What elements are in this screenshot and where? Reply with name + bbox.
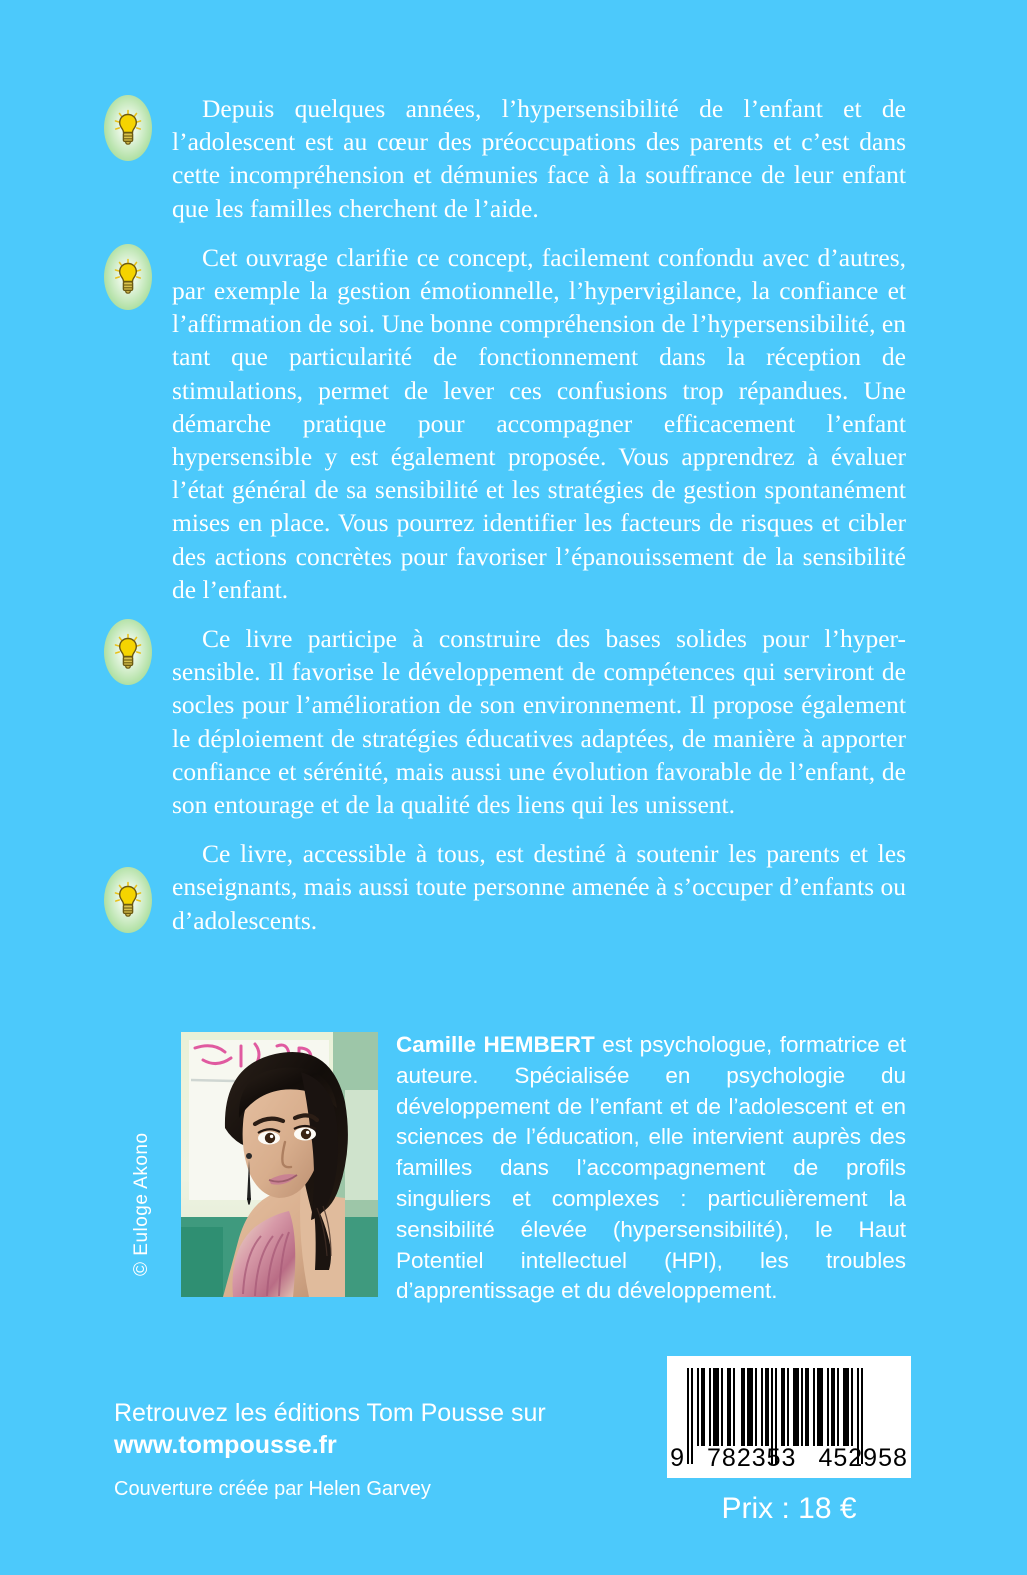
blurb-paragraph-2: Cet ouvrage clarifie ce concept, facilement confondu avec d’autres, par exemple la gestion émotionnelle, l’hypervigilance, la confiance et l’affirmation de soi. Une bonne compréhension de l’hypersensibilité, en tant que particularité de fonctionnement dans la réception de stimulations, permet de lever ces confusions trop répandues. Une démarche pratique pour accompagner efficacement l’enfant hypersensible y est également proposée. Vous apprendrez à évaluer l’état général de sa sensibilité et les stratégies de gestion spontanément mises en place. Vous pourrez identifier les facteurs de risques et cibler des actions concrètes pour favoriser l’épanouissement de la sensibilité de l’enfant.	[172, 242, 906, 604]
blurb-paragraph-4: Ce livre, accessible à tous, est destiné à soutenir les parents et les enseignants, mais aussi toute personne amenée à s’occuper d’enfants ou d’adolescents.	[172, 839, 906, 935]
cover-credit: Couverture créée par Helen Garvey	[114, 1478, 431, 1500]
price-label: Prix : 18 €	[721, 1492, 857, 1525]
photo-credit	[131, 890, 153, 1276]
lightbulb-icon	[104, 95, 152, 161]
lightbulb-icon	[104, 244, 152, 310]
barcode-bars	[687, 1368, 892, 1446]
photo-credit-text: © Euloge Akono	[131, 1132, 152, 1276]
barcode-digit-group-1: 9	[670, 1444, 686, 1472]
blurb-paragraph-3: Ce livre participe à construire des bases solides pour l’hyper-sensible. Il favorise le développement de compétences qui serviront de socles pour l’amélioration de son environnement. Il propose également le déploiement de stratégies éducatives adaptées, de manière à apporter confiance et sérénité, mais aussi une évolution favorable de l’enfant, de son entourage et de la qualité des liens qui les unissent.	[172, 624, 906, 820]
barcode-digit-group-2: 782353	[707, 1444, 797, 1472]
barcode-digits	[667, 1444, 911, 1473]
barcode-digit-group-3: 452958	[818, 1444, 908, 1472]
blurb-paragraph-1: Depuis quelques années, l’hypersensibilité de l’enfant et de l’adolescent est au cœur des préoccupations des parents et c’est dans cette incompréhension et démunies face à la souffrance de leur enfant que les familles cherchent de l’aide.	[172, 94, 906, 223]
blurb-section	[172, 92, 906, 937]
publisher-footer	[114, 1397, 634, 1461]
publisher-line: Retrouvez les éditions Tom Pousse sur	[114, 1399, 546, 1427]
lightbulb-icon	[104, 619, 152, 685]
barcode	[667, 1356, 911, 1478]
publisher-website-link[interactable]: www.tompousse.fr	[114, 1431, 337, 1459]
author-bio-text: est psychologue, formatrice et auteure. Spécialisée en psychologie du développement de l’enfant et de l’adolescent et en sciences de l’éducation, elle intervient auprès des familles dans l’accompagnement de profils singuliers et complexes : particulièrement la sensibilité élevée (hypersensibilité), le Haut Potentiel intellectuel (HPI), les troubles d’apprentissage et du développement.	[396, 1032, 906, 1304]
author-name: Camille HEMBERT	[396, 1032, 595, 1057]
author-photo	[181, 1032, 378, 1297]
author-bio	[396, 1030, 906, 1307]
